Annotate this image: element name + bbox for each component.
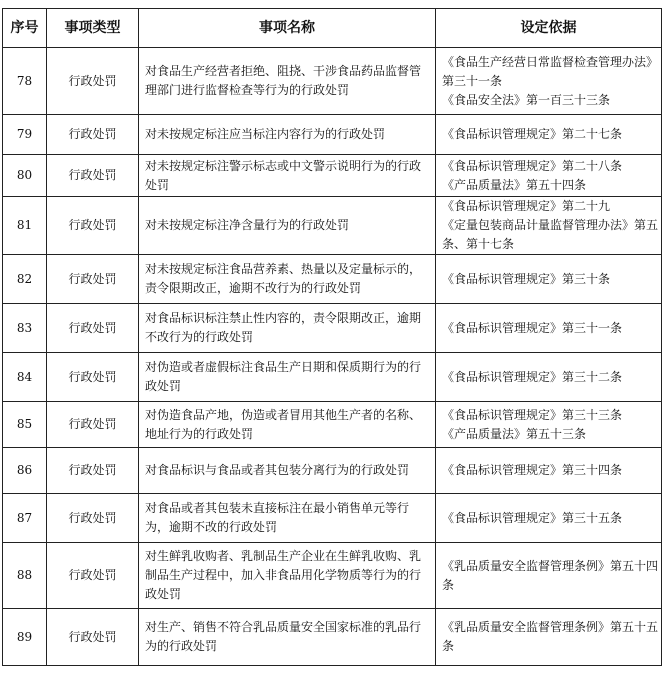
row-name: 对食品标识标注禁止性内容的，责令限期改正，逾期不改行为的行政处罚 <box>139 304 436 353</box>
table-row <box>3 448 662 494</box>
row-index: 85 <box>3 402 47 448</box>
row-name: 对食品生产经营者拒绝、阻挠、干涉食品药品监督管理部门进行监督检查等行为的行政处罚 <box>139 48 436 115</box>
row-basis <box>436 155 662 197</box>
table-row <box>3 197 662 255</box>
row-type: 行政处罚 <box>47 155 139 197</box>
basis-line: 《乳品质量安全监督管理条例》第五十五条 <box>442 620 659 653</box>
table-body <box>3 48 662 666</box>
basis-line: 《产品质量法》第五十三条 <box>442 426 587 441</box>
table-row <box>3 494 662 543</box>
row-basis <box>436 609 662 666</box>
table-row <box>3 543 662 609</box>
row-name: 对食品或者其包装未直接标注在最小销售单元等行为，逾期不改的行政处罚 <box>139 494 436 543</box>
header-index: 序号 <box>3 9 47 48</box>
table-row <box>3 155 662 197</box>
row-basis <box>436 255 662 304</box>
table-row <box>3 255 662 304</box>
header-name: 事项名称 <box>139 9 436 48</box>
row-type: 行政处罚 <box>47 353 139 402</box>
header-basis: 设定依据 <box>436 9 662 48</box>
row-basis <box>436 304 662 353</box>
table-row <box>3 115 662 155</box>
row-type: 行政处罚 <box>47 115 139 155</box>
row-basis <box>436 494 662 543</box>
row-index: 82 <box>3 255 47 304</box>
basis-line: 《食品标识管理规定》第三十三条 <box>442 407 623 422</box>
row-index: 83 <box>3 304 47 353</box>
row-index: 89 <box>3 609 47 666</box>
basis-line: 《食品标识管理规定》第三十一条 <box>442 320 623 335</box>
table-row <box>3 353 662 402</box>
basis-line: 《食品标识管理规定》第二十九 <box>442 199 611 213</box>
row-basis <box>436 448 662 494</box>
row-type: 行政处罚 <box>47 255 139 304</box>
row-basis <box>436 402 662 448</box>
row-type: 行政处罚 <box>47 609 139 666</box>
table-row <box>3 304 662 353</box>
basis-line: 《乳品质量安全监督管理条例》第五十四条 <box>442 558 659 592</box>
basis-line: 《产品质量法》第五十四条 <box>442 177 587 192</box>
basis-line: 《食品标识管理规定》第二十七条 <box>442 127 623 141</box>
row-type: 行政处罚 <box>47 448 139 494</box>
row-type: 行政处罚 <box>47 304 139 353</box>
row-name: 对生鲜乳收购者、乳制品生产企业在生鲜乳收购、乳制品生产过程中，加入非食品用化学物质等行为的行政处罚 <box>139 543 436 609</box>
header-type: 事项类型 <box>47 9 139 48</box>
row-basis <box>436 197 662 255</box>
basis-line: 《食品标识管理规定》第二十八条 <box>442 158 623 173</box>
row-index: 87 <box>3 494 47 543</box>
enforcement-items-table <box>2 8 662 666</box>
basis-line: 《食品安全法》第一百三十三条 <box>442 92 611 107</box>
row-type: 行政处罚 <box>47 543 139 609</box>
row-basis <box>436 353 662 402</box>
table-row <box>3 48 662 115</box>
row-index: 78 <box>3 48 47 115</box>
row-name: 对伪造食品产地，伪造或者冒用其他生产者的名称、地址行为的行政处罚 <box>139 402 436 448</box>
basis-line: 《食品标识管理规定》第三十二条 <box>442 369 623 384</box>
row-name: 对食品标识与食品或者其包装分离行为的行政处罚 <box>139 448 436 494</box>
row-index: 80 <box>3 155 47 197</box>
row-name: 对未按规定标注净含量行为的行政处罚 <box>139 197 436 255</box>
row-basis <box>436 543 662 609</box>
basis-line: 《食品标识管理规定》第三十五条 <box>442 510 623 525</box>
row-type: 行政处罚 <box>47 48 139 115</box>
row-type: 行政处罚 <box>47 494 139 543</box>
table-header-row <box>3 9 662 48</box>
row-name: 对未按规定标注食品营养素、热量以及定量标示的，责令限期改正，逾期不改行为的行政处罚 <box>139 255 436 304</box>
basis-line: 《食品标识管理规定》第三十四条 <box>442 463 623 477</box>
row-basis <box>436 48 662 115</box>
row-index: 81 <box>3 197 47 255</box>
row-type: 行政处罚 <box>47 197 139 255</box>
row-name: 对未按规定标注应当标注内容行为的行政处罚 <box>139 115 436 155</box>
row-name: 对未按规定标注警示标志或中文警示说明行为的行政处罚 <box>139 155 436 197</box>
row-name: 对伪造或者虚假标注食品生产日期和保质期行为的行政处罚 <box>139 353 436 402</box>
table-row <box>3 609 662 666</box>
basis-line: 《食品生产经营日常监督检查管理办法》第三十一条 <box>442 54 659 88</box>
row-type: 行政处罚 <box>47 402 139 448</box>
row-name: 对生产、销售不符合乳品质量安全国家标准的乳品行为的行政处罚 <box>139 609 436 666</box>
row-index: 88 <box>3 543 47 609</box>
basis-line: 《定量包装商品计量监督管理办法》第五条、第十七条 <box>442 218 659 251</box>
row-index: 86 <box>3 448 47 494</box>
row-index: 79 <box>3 115 47 155</box>
row-basis <box>436 115 662 155</box>
table-row <box>3 402 662 448</box>
row-index: 84 <box>3 353 47 402</box>
basis-line: 《食品标识管理规定》第三十条 <box>442 271 611 286</box>
